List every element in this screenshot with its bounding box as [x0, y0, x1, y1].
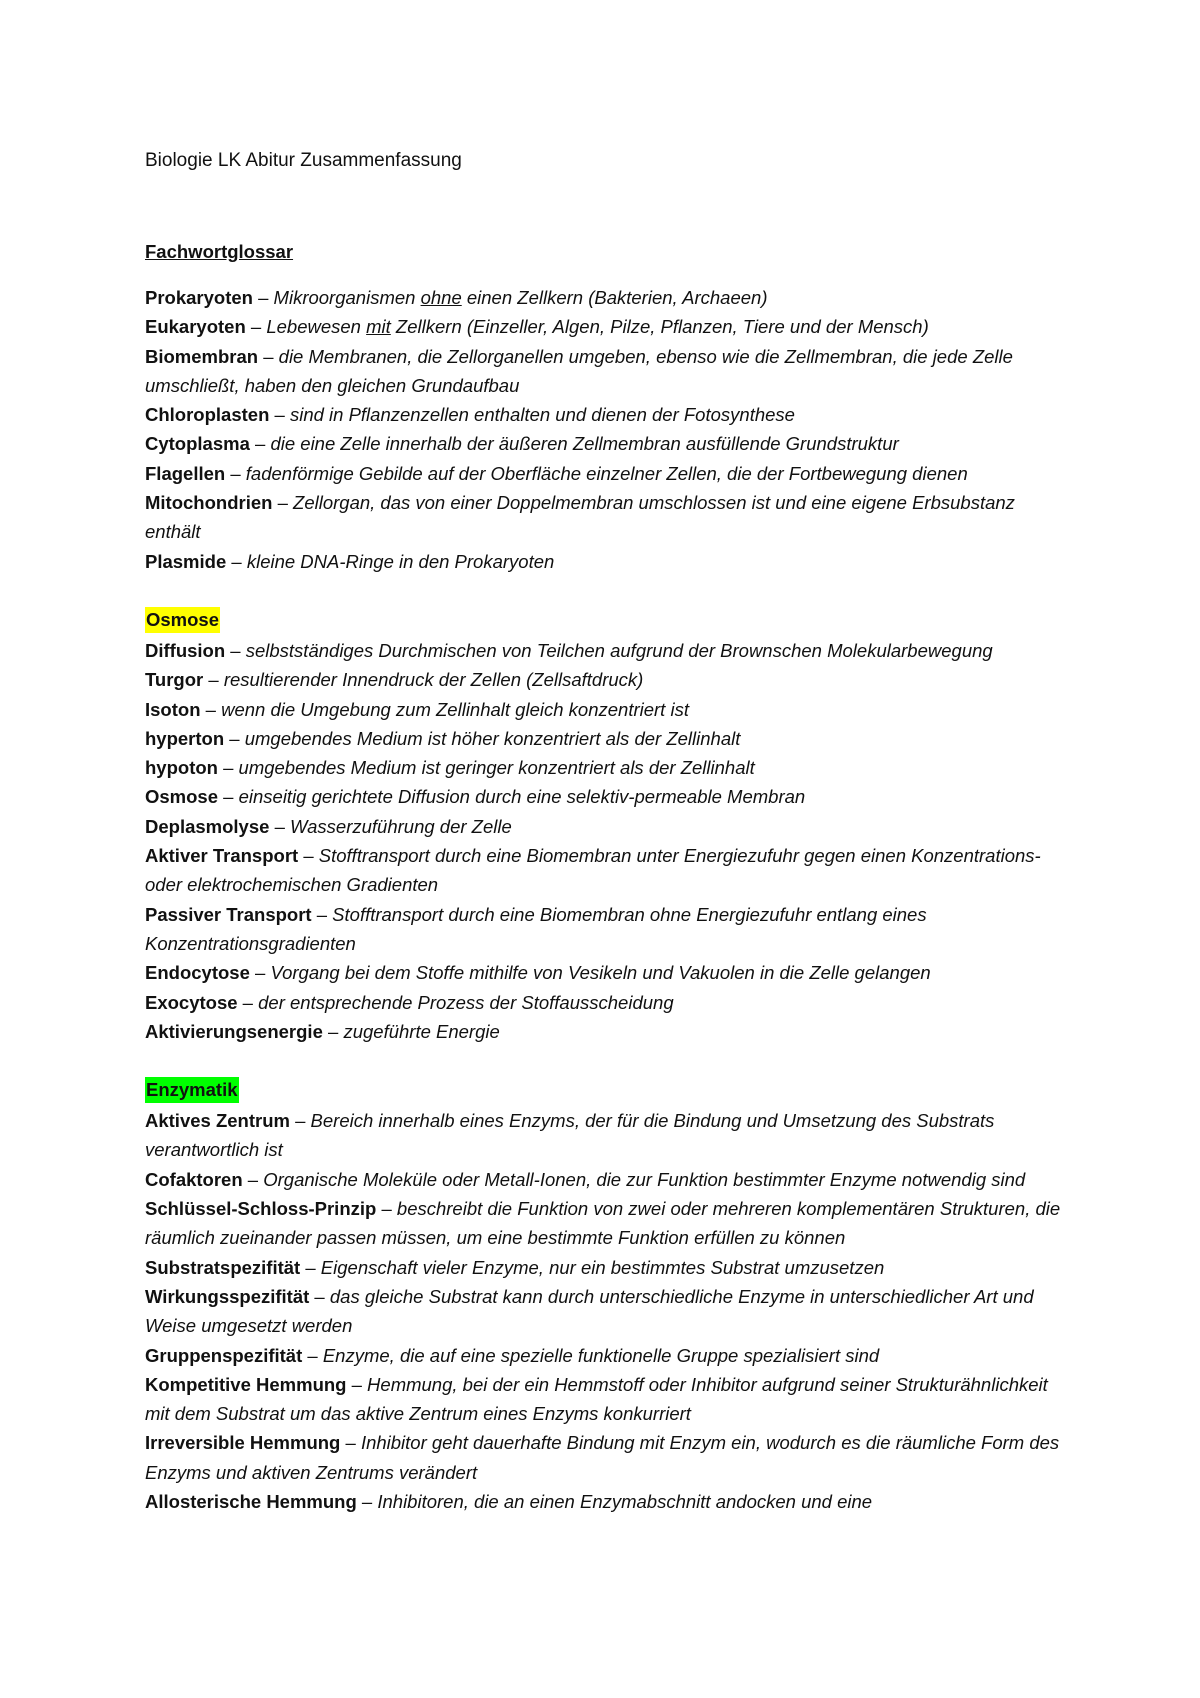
entry-term: Aktiver Transport: [145, 845, 299, 867]
entry-definition: fadenförmige Gebilde auf der Oberfläche einzelner Zellen, die der Fortbewegung dienen: [245, 462, 968, 484]
entry-separator: –: [224, 727, 245, 749]
entry-term: hyperton: [145, 727, 225, 749]
entry-separator: –: [249, 962, 271, 984]
entry-separator: –: [269, 815, 291, 837]
entry-definition: Zellorgan, das von einer Doppelmembran umschlossen ist und eine eigene Erbsubstanz enthält: [145, 492, 1015, 543]
entry-separator: –: [218, 786, 239, 808]
glossary-entry: [145, 1017, 1065, 1046]
glossary-entry: [145, 665, 1065, 694]
entry-separator: –: [249, 433, 271, 455]
entry-separator: –: [225, 639, 246, 661]
glossary-entry: [145, 1487, 1065, 1516]
entry-definition-emphasis: ohne: [420, 287, 462, 308]
glossary-entry: [145, 782, 1065, 811]
entry-term: Wirkungsspezifität: [145, 1285, 310, 1307]
entry-separator: –: [340, 1432, 361, 1454]
entry-term: Mitochondrien: [145, 492, 273, 514]
section-label: Enzymatik: [145, 1077, 239, 1103]
entry-term: Plasmide: [145, 550, 227, 572]
entry-definition: Vorgang bei dem Stoffe mithilfe von Vesikeln und Vakuolen in die Zelle gelangen: [270, 962, 931, 984]
entry-definition: die Membranen, die Zellorganellen umgeben, ebenso wie die Zellmembran, die jede Zelle umschließt, haben den gleichen Grundaufbau: [145, 345, 1013, 396]
entry-term: Turgor: [145, 669, 204, 691]
entry-term: Substratspezifität: [145, 1256, 301, 1278]
entry-separator: –: [311, 903, 333, 925]
glossary-entry: [145, 812, 1065, 841]
entry-definition: selbstständiges Durchmischen von Teilchen aufgrund der Brownschen Molekularbewegung: [245, 639, 993, 661]
entry-definition: Inhibitoren, die an einen Enzymabschnitt andocken und eine: [377, 1490, 873, 1512]
entry-separator: –: [242, 1168, 264, 1190]
entry-separator: –: [203, 669, 224, 691]
entry-separator: –: [298, 845, 319, 867]
glossary-entry: [145, 283, 1065, 312]
entry-term: Chloroplasten: [145, 404, 270, 426]
entry-term: Aktives Zentrum: [145, 1110, 290, 1132]
glossary-entry: [145, 636, 1065, 665]
entry-term: Cofaktoren: [145, 1168, 243, 1190]
entry-definition: Stofftransport durch eine Biomembran unter Energiezufuhr gegen einen Konzentrations- oder elektrochemischen Gradienten: [145, 845, 1041, 896]
section-list: [145, 605, 1065, 1516]
glossary-entry: [145, 900, 1065, 959]
glossary-entry: [145, 1428, 1065, 1487]
section-enzymatik: [145, 1075, 1065, 1516]
entry-definition: Hemmung, bei der ein Hemmstoff oder Inhibitor aufgrund seiner Strukturähnlichkeit mit dem Substrat um das aktive Zentrum eines Enzyms konkurriert: [145, 1373, 1048, 1425]
entry-definition: die eine Zelle innerhalb der äußeren Zellmembran ausfüllende Grundstruktur: [270, 433, 899, 455]
entry-term: Schlüssel-Schloss-Prinzip: [145, 1198, 377, 1220]
glossary-entry: [145, 753, 1065, 782]
entry-separator: –: [322, 1020, 344, 1042]
entry-separator: –: [200, 698, 222, 720]
entry-definition: resultierender Innendruck der Zellen (Zellsaftdruck): [223, 669, 644, 691]
entry-term: hypoton: [145, 757, 218, 779]
glossary-entry: [145, 547, 1065, 576]
glossary-entry: [145, 459, 1065, 488]
glossary-entry: [145, 695, 1065, 724]
section-label-row: [145, 1075, 1065, 1106]
glossary-entry: [145, 1253, 1065, 1282]
entry-separator: –: [289, 1110, 311, 1132]
glossary-entry: [145, 988, 1065, 1017]
glossary-entry: [145, 841, 1065, 900]
entry-term: Allosterische Hemmung: [145, 1490, 357, 1512]
glossary-entry: [145, 312, 1065, 341]
entry-separator: –: [272, 492, 294, 514]
entry-separator: –: [226, 550, 247, 572]
section-label-row: [145, 605, 1065, 636]
glossary-entry: [145, 1282, 1065, 1341]
entry-separator: –: [217, 757, 239, 779]
entry-term: Diffusion: [145, 639, 226, 661]
glossary-list: [145, 283, 1065, 576]
entry-definition: Lebewesen mit Zellkern (Einzeller, Algen, Pilze, Pflanzen, Tiere und der Mensch): [266, 316, 929, 338]
glossary-entry: [145, 1165, 1065, 1194]
entry-separator: –: [269, 404, 290, 426]
entry-term: Cytoplasma: [145, 433, 250, 455]
entry-definition: Stofftransport durch eine Biomembran ohne Energiezufuhr entlang eines Konzentrationsgradienten: [145, 903, 927, 954]
entry-term: Irreversible Hemmung: [145, 1432, 341, 1454]
entry-term: Eukaryoten: [145, 316, 246, 338]
document-body: [145, 146, 1065, 1516]
glossary-entry: [145, 1106, 1065, 1165]
entry-separator: –: [376, 1198, 397, 1220]
glossary-entry: [145, 958, 1065, 987]
entry-definition: zugeführte Energie: [343, 1020, 500, 1042]
glossary-entry: [145, 342, 1065, 401]
entry-term: Flagellen: [145, 462, 226, 484]
section-osmose: [145, 605, 1065, 1046]
entry-term: Osmose: [145, 786, 219, 808]
entry-definition: umgebendes Medium ist geringer konzentriert als der Zellinhalt: [238, 757, 755, 779]
entry-separator: –: [346, 1373, 368, 1395]
entry-term: Prokaryoten: [145, 287, 253, 308]
entry-definition: beschreibt die Funktion von zwei oder mehreren komplementären Strukturen, die räumlich zueinander passen müssen, um eine bestimmte Funktion erfüllen zu können: [145, 1198, 1061, 1249]
entry-term: Gruppenspezifität: [145, 1344, 303, 1366]
entry-separator: –: [356, 1490, 378, 1512]
entry-definition: kleine DNA-Ringe in den Prokaryoten: [246, 550, 555, 572]
entry-term: Exocytose: [145, 991, 238, 1013]
entry-separator: –: [252, 287, 274, 308]
glossary-heading: Fachwortglossar: [145, 241, 294, 262]
glossary-entry: [145, 488, 1065, 547]
entry-definition: Mikroorganismen ohne einen Zellkern (Bakterien, Archaeen): [273, 287, 768, 308]
entry-definition: sind in Pflanzenzellen enthalten und dienen der Fotosynthese: [289, 404, 795, 426]
entry-definition: der entsprechende Prozess der Stoffausscheidung: [258, 991, 674, 1013]
glossary-entry: [145, 1341, 1065, 1370]
entry-definition: Wasserzuführung der Zelle: [290, 815, 512, 837]
entry-term: Passiver Transport: [145, 903, 312, 925]
glossary-entry: [145, 1194, 1065, 1253]
entry-definition: wenn die Umgebung zum Zellinhalt gleich konzentriert ist: [221, 698, 689, 720]
document-title: Biologie LK Abitur Zusammenfassung: [145, 150, 462, 171]
entry-term: Aktivierungsenergie: [145, 1020, 323, 1042]
glossary-entry: [145, 724, 1065, 753]
entry-term: Deplasmolyse: [145, 815, 270, 837]
entry-definition: Organische Moleküle oder Metall-Ionen, die zur Funktion bestimmter Enzyme notwendig sind: [263, 1168, 1026, 1190]
entry-separator: –: [300, 1256, 321, 1278]
entry-term: Endocytose: [145, 962, 250, 984]
entry-definition-emphasis: mit: [366, 316, 391, 338]
entry-separator: –: [225, 462, 246, 484]
entry-definition: Bereich innerhalb eines Enzyms, der für die Bindung und Umsetzung des Substrats verantwortlich ist: [145, 1110, 995, 1161]
glossary-entry: [145, 400, 1065, 429]
glossary-entry: [145, 1370, 1065, 1429]
entry-separator: –: [309, 1285, 330, 1307]
entry-definition: einseitig gerichtete Diffusion durch eine selektiv-permeable Membran: [238, 786, 806, 808]
entry-separator: –: [302, 1344, 323, 1366]
entry-term: Biomembran: [145, 345, 259, 367]
entry-term: Isoton: [145, 698, 201, 720]
entry-definition: umgebendes Medium ist höher konzentriert als der Zellinhalt: [244, 727, 741, 749]
entry-definition: Eigenschaft vieler Enzyme, nur ein bestimmtes Substrat umzusetzen: [320, 1256, 885, 1278]
section-label: Osmose: [145, 607, 220, 633]
entry-definition: Inhibitor geht dauerhafte Bindung mit Enzym ein, wodurch es die räumliche Form des Enzyms und aktiven Zentrums verändert: [145, 1432, 1060, 1483]
entry-separator: –: [245, 316, 267, 338]
entry-definition: das gleiche Substrat kann durch unterschiedliche Enzyme in unterschiedlicher Art und Weise umgesetzt werden: [145, 1285, 1034, 1337]
entry-term: Kompetitive Hemmung: [145, 1373, 347, 1395]
entry-definition: Enzyme, die auf eine spezielle funktionelle Gruppe spezialisiert sind: [322, 1344, 880, 1366]
entry-separator: –: [258, 345, 279, 367]
entry-separator: –: [237, 991, 259, 1013]
glossary-entry: [145, 429, 1065, 458]
